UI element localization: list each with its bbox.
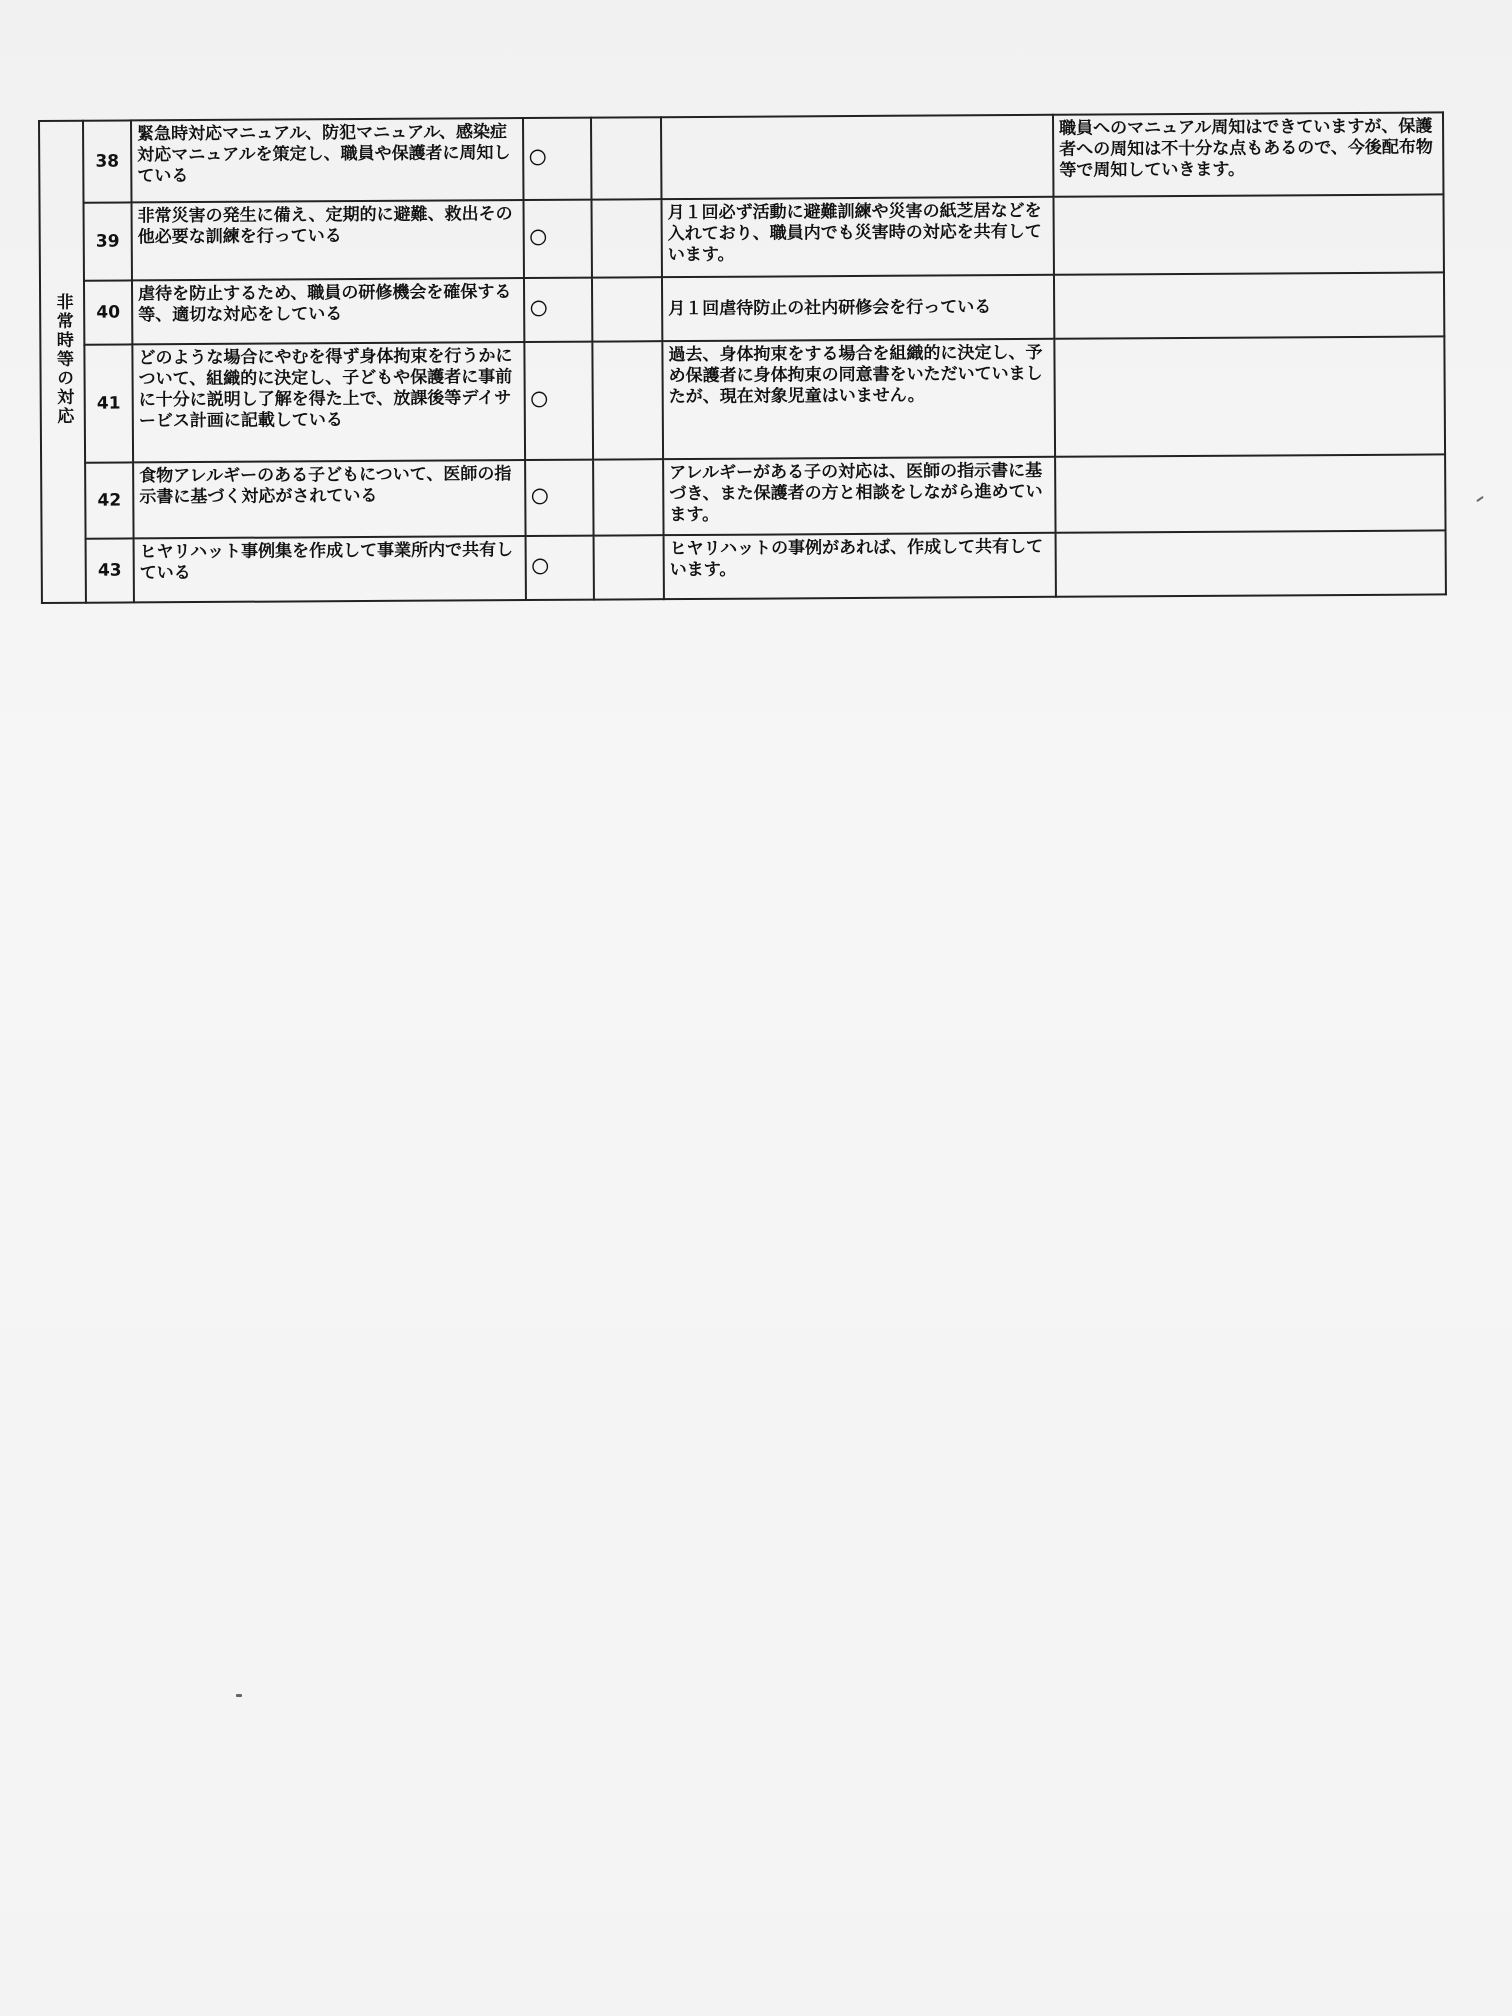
row-number: 38 bbox=[83, 120, 132, 202]
no-mark bbox=[591, 199, 661, 277]
evaluation-table bbox=[38, 111, 1447, 604]
improvement-text: 職員へのマニュアル周知はできていますが、保護者への周知は不十分な点もあるので、今後配布物等で周知していきます。 bbox=[1053, 112, 1443, 196]
table-row bbox=[40, 272, 1444, 345]
yes-mark: 〇 bbox=[524, 278, 592, 342]
improvement-text bbox=[1056, 530, 1446, 596]
item-text: ヒヤリハット事例集を作成して事業所内で共有している bbox=[134, 536, 526, 602]
paper-speck bbox=[236, 1694, 242, 1697]
no-mark bbox=[594, 535, 664, 599]
comment-text bbox=[661, 115, 1053, 199]
row-number: 42 bbox=[85, 462, 133, 538]
table-row bbox=[42, 530, 1446, 603]
yes-mark: 〇 bbox=[523, 200, 591, 278]
table-row bbox=[40, 194, 1444, 281]
no-mark bbox=[591, 117, 661, 199]
item-text: どのような場合にやむを得ず身体拘束を行うかについて、組織的に決定し、子どもや保護者に事前に十分に説明し了解を得た上で、放課後等デイサービス計画に記載している bbox=[132, 342, 525, 462]
improvement-text bbox=[1054, 272, 1444, 338]
comment-text: アレルギーがある子の対応は、医師の指示書に基づき、また保護者の方と相談をしながら進めています。 bbox=[663, 457, 1055, 535]
comment-text: 過去、身体拘束をする場合を組織的に決定し、予め保護者に身体拘束の同意書をいただいていましたが、現在対象児童はいません。 bbox=[662, 339, 1055, 459]
table-row bbox=[40, 336, 1445, 463]
item-text: 虐待を防止するため、職員の研修機会を確保する等、適切な対応をしている bbox=[132, 278, 524, 344]
no-mark bbox=[592, 277, 662, 341]
item-text: 緊急時対応マニュアル、防犯マニュアル、感染症対応マニュアルを策定し、職員や保護者に周知している bbox=[131, 118, 523, 202]
category-label: 非常時等の対応 bbox=[52, 292, 74, 426]
yes-mark: 〇 bbox=[524, 342, 593, 460]
comment-text: 月１回虐待防止の社内研修会を行っている bbox=[662, 275, 1054, 341]
improvement-text bbox=[1054, 336, 1445, 456]
comment-text: 月１回必ず活動に避難訓練や災害の紙芝居などを入れており、職員内でも災害時の対応を共有しています。 bbox=[661, 197, 1053, 277]
yes-mark: 〇 bbox=[523, 118, 591, 200]
improvement-text bbox=[1055, 454, 1445, 532]
improvement-text bbox=[1053, 194, 1443, 274]
row-number: 39 bbox=[84, 202, 132, 280]
no-mark bbox=[592, 341, 663, 459]
yes-mark: 〇 bbox=[526, 536, 594, 600]
row-number: 40 bbox=[84, 280, 132, 344]
row-number: 43 bbox=[86, 538, 134, 602]
comment-text: ヒヤリハットの事例があれば、作成して共有しています。 bbox=[664, 533, 1056, 599]
row-number: 41 bbox=[84, 344, 133, 462]
table-row bbox=[41, 454, 1445, 539]
paper-speck bbox=[1476, 496, 1484, 502]
item-text: 食物アレルギーのある子どもについて、医師の指示書に基づく対応がされている bbox=[133, 460, 525, 538]
yes-mark: 〇 bbox=[525, 460, 593, 536]
no-mark bbox=[593, 459, 663, 535]
item-text: 非常災害の発生に備え、定期的に避難、救出その他必要な訓練を行っている bbox=[132, 200, 524, 280]
category-cell bbox=[39, 121, 86, 603]
table-row bbox=[39, 112, 1443, 203]
